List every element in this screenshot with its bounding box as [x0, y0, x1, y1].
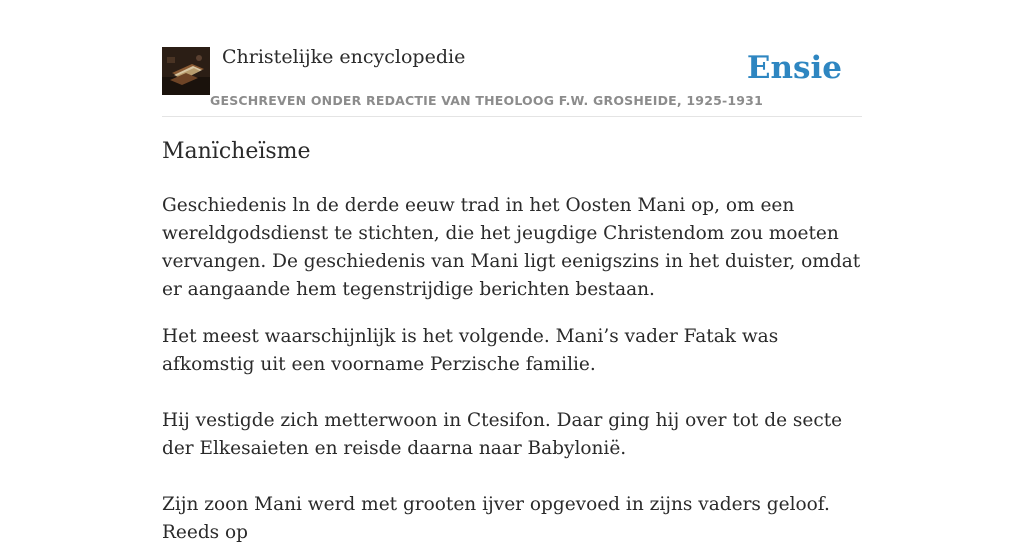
paragraph: Geschiedenis ln de derde eeuw trad in het Oosten Mani op, om een wereldgodsdienst te stichten, die het jeugdige Christendom zou moeten vervangen. De geschiedenis van Mani ligt eenigszins in het duister, omdat er aangaande hem tegenstrijdige berichten bestaan.	[162, 195, 861, 300]
book-photo-icon[interactable]	[162, 47, 210, 95]
paragraph: Zijn zoon Mani werd met grooten ijver opgevoed in zijns vaders geloof. Reeds op	[162, 494, 830, 543]
site-header	[162, 46, 862, 117]
article-body	[162, 192, 862, 547]
paragraph: Het meest waarschijnlijk is het volgende. Mani’s vader Fatak was afkomstig uit een voorname Perzische familie.	[162, 326, 779, 375]
article-title: Manïcheïsme	[162, 139, 311, 164]
paragraph: Hij vestigde zich metterwoon in Ctesifon. Daar ging hij over tot de secte der Elkesaieten en reisde daarna naar Babylonië.	[162, 410, 843, 459]
site-name[interactable]: Christelijke encyclopedie	[222, 46, 466, 68]
brand-logo[interactable]: Ensie	[746, 50, 842, 86]
site-subtitle: GESCHREVEN ONDER REDACTIE VAN THEOLOOG F.W. GROSHEIDE, 1925-1931	[210, 93, 763, 108]
